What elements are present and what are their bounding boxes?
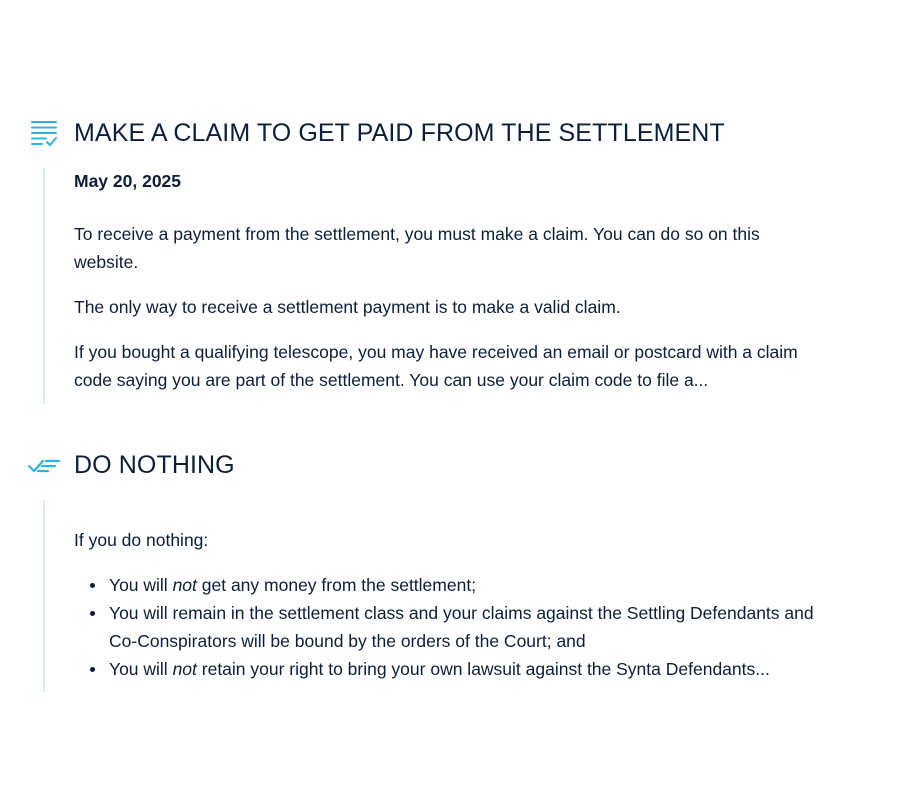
do-nothing-body <box>74 526 819 683</box>
claim-paragraph: The only way to receive a settlement payment is to make a valid claim. <box>74 297 621 317</box>
claim-paragraph: To receive a payment from the settlement, you must make a claim. You can do so on this website. <box>74 224 760 272</box>
do-nothing-intro: If you do nothing: <box>74 530 209 550</box>
list-item: You will remain in the settlement class and your claims against the Settling Defendants and Co-Conspirators will be bound by the orders of the Court; and <box>109 599 819 655</box>
claim-section-rule <box>43 168 45 404</box>
claim-date: May 20, 2025 <box>74 171 182 191</box>
list-item: You will not get any money from the settlement; <box>109 571 819 599</box>
claim-section-body <box>74 167 819 394</box>
claim-section-title: MAKE A CLAIM TO GET PAID FROM THE SETTLEMENT <box>74 119 725 147</box>
check-list-icon <box>28 450 60 482</box>
list-item: You will not retain your right to bring your own lawsuit against the Synta Defendants... <box>109 655 819 683</box>
do-nothing-list <box>74 571 819 683</box>
do-nothing-rule <box>43 500 45 692</box>
do-nothing-title: DO NOTHING <box>74 451 235 479</box>
claim-paragraph: If you bought a qualifying telescope, you may have received an email or postcard with a claim code saying you are part of the settlement. You can use your claim code to file a... <box>74 342 798 390</box>
checklist-icon <box>28 118 60 150</box>
